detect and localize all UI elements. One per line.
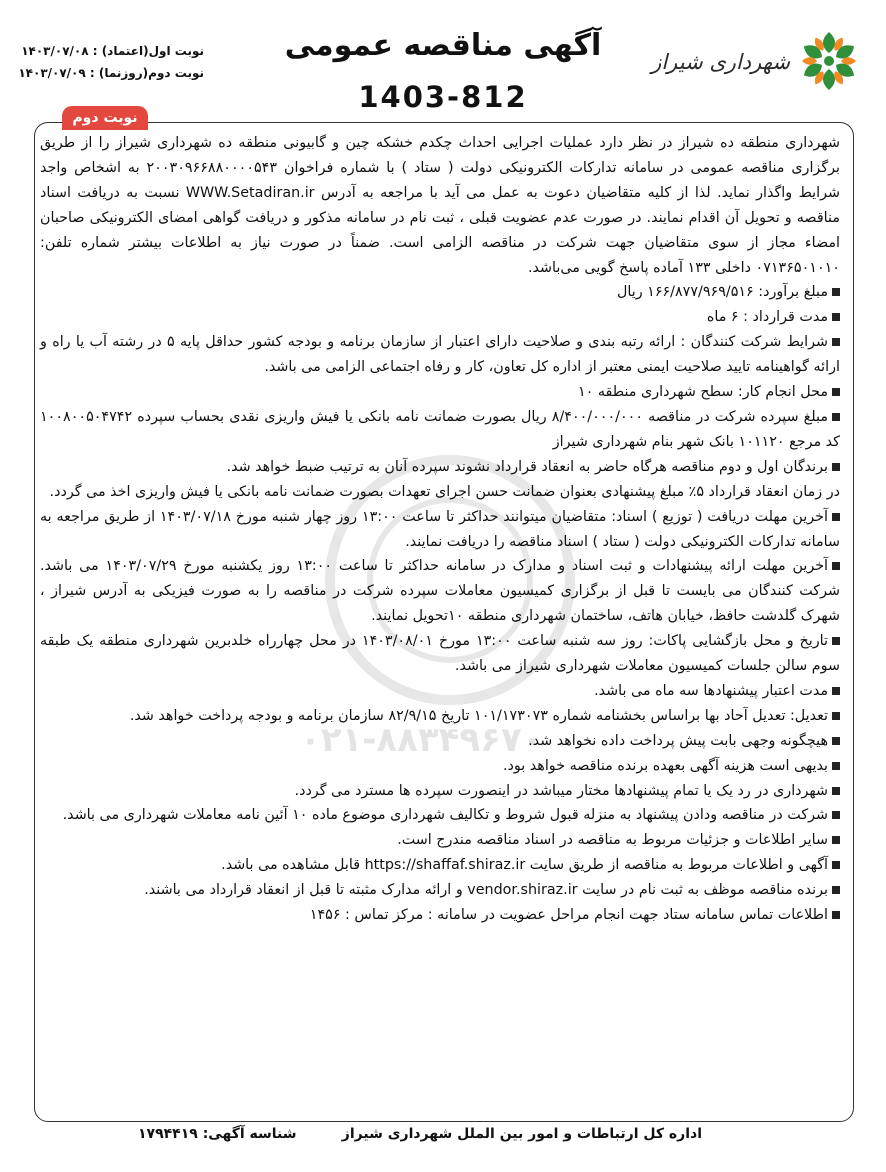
publication-turns: [14, 40, 204, 84]
list-item-text: هیچگونه وجهی بابت پیش پرداخت داده نخواهد شد.: [528, 732, 828, 749]
conditions-list: [40, 280, 840, 479]
logo-wordmark: شهرداری شیراز: [651, 50, 790, 74]
bullet-square-icon: [832, 861, 840, 869]
list-item-text: اطلاعات تماس سامانه ستاد جهت انجام مراحل عضویت در سامانه : مرکز تماس : ۱۴۵۶: [309, 907, 828, 924]
issuing-office: اداره کل ارتباطات و امور بین الملل شهرداری شیراز: [341, 1126, 702, 1142]
list-item-text: برنده مناقصه موظف به ثبت نام در سایت vendor.shiraz.ir و ارائه مدارک مثبته تا قبل از انعقاد قرارداد می باشند.: [144, 882, 828, 899]
notice-body: [40, 131, 840, 928]
bullet-square-icon: [832, 338, 840, 346]
list-item-text: بدیهی است هزینه آگهی بعهده برنده مناقصه خواهد بود.: [502, 757, 828, 774]
list-item: [40, 629, 840, 679]
bullet-square-icon: [832, 288, 840, 296]
notice-id: شناسه آگهی: ۱۷۹۴۴۱۹: [138, 1126, 297, 1142]
list-item: [40, 903, 840, 928]
bullet-square-icon: [832, 911, 840, 919]
list-item: [40, 828, 840, 853]
bullet-square-icon: [832, 712, 840, 720]
list-item-text: آخرین مهلت ارائه پیشنهادات و ثبت اسناد و مدارک در سامانه حداکثر تا ساعت ۱۳:۰۰ روز یکشنبه مورخ ۱۴۰۳/۰۷/۲۹ می باشد. شرکت کنندگان می بایست تا قبل از برگزاری کمیسیون معاملات سپرده شرکت در مناقصه را به صورت فیزیکی به آدرس شیراز ، شهرک گلدشت حافظ، خیابان هاتف، ساختمان شهرداری منطقه ۱۰تحویل نمایند.: [40, 558, 840, 625]
bullet-square-icon: [832, 562, 840, 570]
list-item: [40, 878, 840, 903]
bullet-square-icon: [832, 413, 840, 421]
list-item: [40, 803, 840, 828]
list-item: [40, 405, 840, 455]
list-item: [40, 779, 840, 804]
deadlines-list: [40, 505, 840, 928]
bullet-square-icon: [832, 836, 840, 844]
list-item: [40, 704, 840, 729]
list-item: [40, 330, 840, 380]
list-item-text: سایر اطلاعات و جزئیات مربوط به مناقصه در اسناد مناقصه مندرج است.: [397, 832, 828, 849]
list-item: [40, 380, 840, 405]
watermark-phone: ۰۲۱-۸۸۳۴۹۶۷۰: [300, 720, 543, 760]
bullet-square-icon: [832, 762, 840, 770]
list-item: [40, 280, 840, 305]
list-item-text: آگهی و اطلاعات مربوط به مناقصه از طریق سایت https://shaffaf.shiraz.ir قابل مشاهده می باشد.: [221, 857, 828, 874]
bullet-square-icon: [832, 737, 840, 745]
bullet-square-icon: [832, 637, 840, 645]
list-item: [40, 305, 840, 330]
list-item-text: شرکت در مناقصه ودادن پیشنهاد به منزله قبول شروط و تکالیف شهرداری موضوع ماده ۱۰ آئین نامه معاملات شهرداری می باشد.: [62, 807, 828, 824]
list-item-text: تاریخ و محل بازگشایی پاکات: روز سه شنبه ساعت ۱۳:۰۰ مورخ ۱۴۰۳/۰۸/۰۱ در محل چهارراه خلدبرین شهرداری منطقه یک طبقه سوم سالن جلسات کمیسیون معاملات شهرداری شیراز می باشد.: [40, 633, 840, 675]
bullet-square-icon: [832, 313, 840, 321]
list-item: [40, 554, 840, 629]
bullet-square-icon: [832, 687, 840, 695]
turn-second: نوبت دوم(روزنما) : ۱۴۰۳/۰۷/۰۹: [18, 66, 204, 80]
list-item: [40, 455, 840, 480]
list-item: [40, 853, 840, 878]
notice-footer: [34, 1124, 852, 1150]
guarantee-paragraph: در زمان انعقاد قرارداد ۵٪ مبلغ پیشنهادی بعنوان ضمانت حسن اجرای تعهدات بصورت ضمانت نامه بانکی یا فیش واریزی اخذ می گردد.: [49, 483, 840, 500]
list-item-text: تعدیل: تعدیل آحاد بها براساس بخشنامه شماره ۱۰۱/۱۷۳۰۷۳ تاریخ ۸۲/۹/۱۵ سازمان برنامه و بودجه پرداخت خواهد شد.: [129, 707, 828, 724]
list-item-text: مدت قرارداد : ۶ ماه: [706, 309, 828, 326]
notice-number: 1403-812: [358, 80, 528, 114]
list-item-text: مبلغ سپرده شرکت در مناقصه ۸/۴۰۰/۰۰۰/۰۰۰ ریال بصورت ضمانت نامه بانکی یا فیش واریزی نقدی بحساب سپرده ۱۰۰۸۰۰۵۰۴۷۴۲ کد مرجع ۱۰۱۱۲۰ بانک شهر بنام شهرداری شیراز: [40, 408, 840, 450]
turn-first: نوبت اول(اعتماد) : ۱۴۰۳/۰۷/۰۸: [21, 44, 204, 58]
list-item-text: آخرین مهلت دریافت ( توزیع ) اسناد: متقاضیان میتوانند حداکثر تا ساعت ۱۳:۰۰ روز چهار شنبه مورخ ۱۴۰۳/۰۷/۱۸ از طریق مراجعه به سامانه تدارکات الکترونیکی دولت ( ستاد ) اسناد مناقصه را دریافت نمایند.: [40, 508, 840, 550]
bullet-square-icon: [832, 463, 840, 471]
bullet-square-icon: [832, 787, 840, 795]
list-item: [40, 729, 840, 754]
list-item-text: برندگان اول و دوم مناقصه هرگاه حاضر به انعقاد قرارداد نشوند سپرده آنان به ترتیب ضبط خواهد شد.: [226, 458, 828, 475]
intro-paragraph: شهرداری منطقه ده شیراز در نظر دارد عملیات اجرایی احداث چکدم خشکه چین و گابیونی منطقه ده شهرداری شیراز را از طریق برگزاری مناقصه عمومی در سامانه تدارکات الکترونیکی دولت ( ستاد ) با شماره فراخوان ۲۰۰۳۰۹۶۶۸۸۰۰۰۰۵۴۳ به اشخاص واجد شرایط واگذار نماید. لذا از کلیه متقاضیان دعوت به عمل می آید با مراجعه به آدرس WWW.Setadiran.ir نسبت به دریافت اسناد مناقصه و تحویل آن اقدام نمایند. در صورت عدم عضویت قبلی ، ثبت نام در سامانه مذکور و دریافت گواهی امضای الکترونیکی صاحبان امضاء مجاز از سوی متقاضیان جهت شرکت در مناقصه الزامی است. ضمناً در صورت نیاز به اطلاعات بیشتر شماره تلفن: ۰۷۱۳۶۵۰۱۰۱۰ داخلی ۱۳۳ آماده پاسخ گویی می‌باشد.: [40, 135, 840, 276]
bullet-square-icon: [832, 513, 840, 521]
bullet-square-icon: [832, 811, 840, 819]
bullet-square-icon: [832, 388, 840, 396]
list-item: [40, 679, 840, 704]
list-item: [40, 505, 840, 555]
list-item-text: مبلغ برآورد: ۱۶۶/۸۷۷/۹۶۹/۵۱۶ ریال: [616, 284, 828, 301]
list-item-text: شرایط شرکت کنندگان : ارائه رتبه بندی و صلاحیت دارای اعتبار از سازمان برنامه و بودجه کشور حداقل پایه ۵ در رشته آب یا راه و ارائه گواهینامه تایید صلاحیت ایمنی معتبر از اداره کل تعاون، کار و رفاه اجتماعی الزامی می باشد.: [40, 334, 840, 376]
list-item-text: مدت اعتبار پیشنهادها سه ماه می باشد.: [594, 682, 828, 699]
bullet-square-icon: [832, 886, 840, 894]
list-item-text: محل انجام کار: سطح شهرداری منطقه ۱۰: [577, 384, 828, 401]
list-item-text: شهرداری در رد یک یا تمام پیشنهادها مختار میباشد در اینصورت سپرده ها مسترد می گردد.: [294, 782, 828, 799]
list-item: [40, 754, 840, 779]
turn-tab: نوبت دوم: [62, 106, 148, 130]
notice-title: آگهی مناقصه عمومی: [284, 28, 602, 63]
